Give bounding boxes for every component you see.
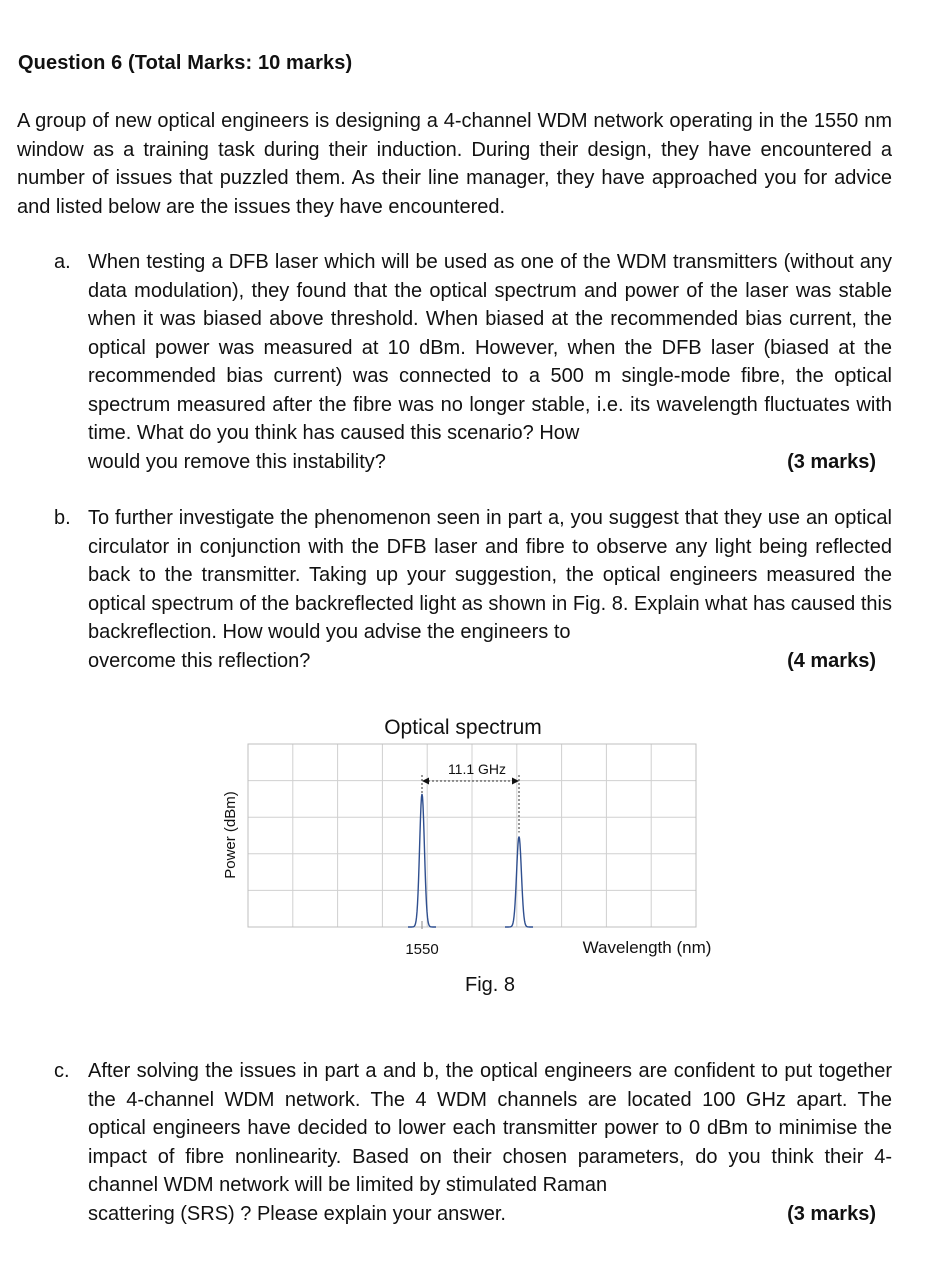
part-a-last-line-text: would you remove this instability? bbox=[88, 450, 386, 473]
main-peak bbox=[408, 794, 436, 927]
part-c-letter: c. bbox=[54, 1060, 70, 1082]
part-b-last-line-text: overcome this reflection? bbox=[88, 649, 311, 672]
spacing-arrow-head-right bbox=[512, 778, 519, 785]
reflection-peak bbox=[505, 837, 533, 927]
question-heading: Question 6 (Total Marks: 10 marks) bbox=[18, 52, 353, 74]
spacing-annotation-label: 11.1 GHz bbox=[447, 761, 507, 777]
part-c bbox=[54, 1057, 892, 1228]
x-axis-label: Wavelength (nm) bbox=[582, 938, 712, 957]
part-a-marks: (3 marks) bbox=[787, 450, 876, 473]
x-tick-label-1550: 1550 bbox=[405, 941, 439, 958]
question-intro: A group of new optical engineers is designing a 4-channel WDM network operating in the 1550 nm window as a training task during their induction. During their design, they have encountered a number of issues that puzzled them. As their line manager, they have approached you for advice and listed below are the issues they have encountered. bbox=[17, 110, 892, 218]
part-c-text-block bbox=[88, 1057, 892, 1228]
y-axis-label: Power (dBm) bbox=[222, 791, 239, 879]
part-c-marks: (3 marks) bbox=[787, 1202, 876, 1225]
part-a-letter: a. bbox=[54, 251, 71, 273]
part-a-text: When testing a DFB laser which will be used as one of the WDM transmitters (without any data modulation), they found that the optical spectrum and power of the laser was stable when it was biased above threshold. When biased at the recommended bias current, the optical power was measured at 10 dBm. However, when the DFB laser (biased at the recommended bias current) was connected to a 500 m single-mode fibre, the optical spectrum measured after the fibre was no longer stable, i.e. its wavelength fluctuates with time. What do you think has caused this scenario? How bbox=[88, 251, 892, 444]
spacing-annotation-arrow bbox=[422, 775, 519, 833]
chart-title: Optical spectrum bbox=[384, 716, 542, 739]
part-b-letter: b. bbox=[54, 507, 71, 529]
part-b-marks: (4 marks) bbox=[787, 649, 876, 672]
part-b-text: To further investigate the phenomenon seen in part a, you suggest that they use an optical circulator in conjunction with the DFB laser and fibre to observe any light being reflected back to the transmitter. Taking up your suggestion, the optical engineers measured the optical spectrum of the backreflected light as shown in Fig. 8. Explain what has caused this backreflection. How would you advise the engineers to bbox=[88, 507, 892, 643]
spacing-arrow-head-left bbox=[422, 778, 429, 785]
part-c-text: After solving the issues in part a and b, the optical engineers are confident to put together the 4-channel WDM network. The 4 WDM channels are located 100 GHz apart. The optical engineers have decided to lower each transmitter power to 0 dBm to minimise the impact of fibre nonlinearity. Based on their chosen parameters, do you think their 4-channel WDM network will be limited by stimulated Raman bbox=[88, 1060, 892, 1196]
figure-caption: Fig. 8 bbox=[464, 974, 516, 996]
part-c-last-line-text: scattering (SRS) ? Please explain your answer. bbox=[88, 1202, 506, 1225]
part-c-last-line bbox=[88, 1200, 892, 1229]
